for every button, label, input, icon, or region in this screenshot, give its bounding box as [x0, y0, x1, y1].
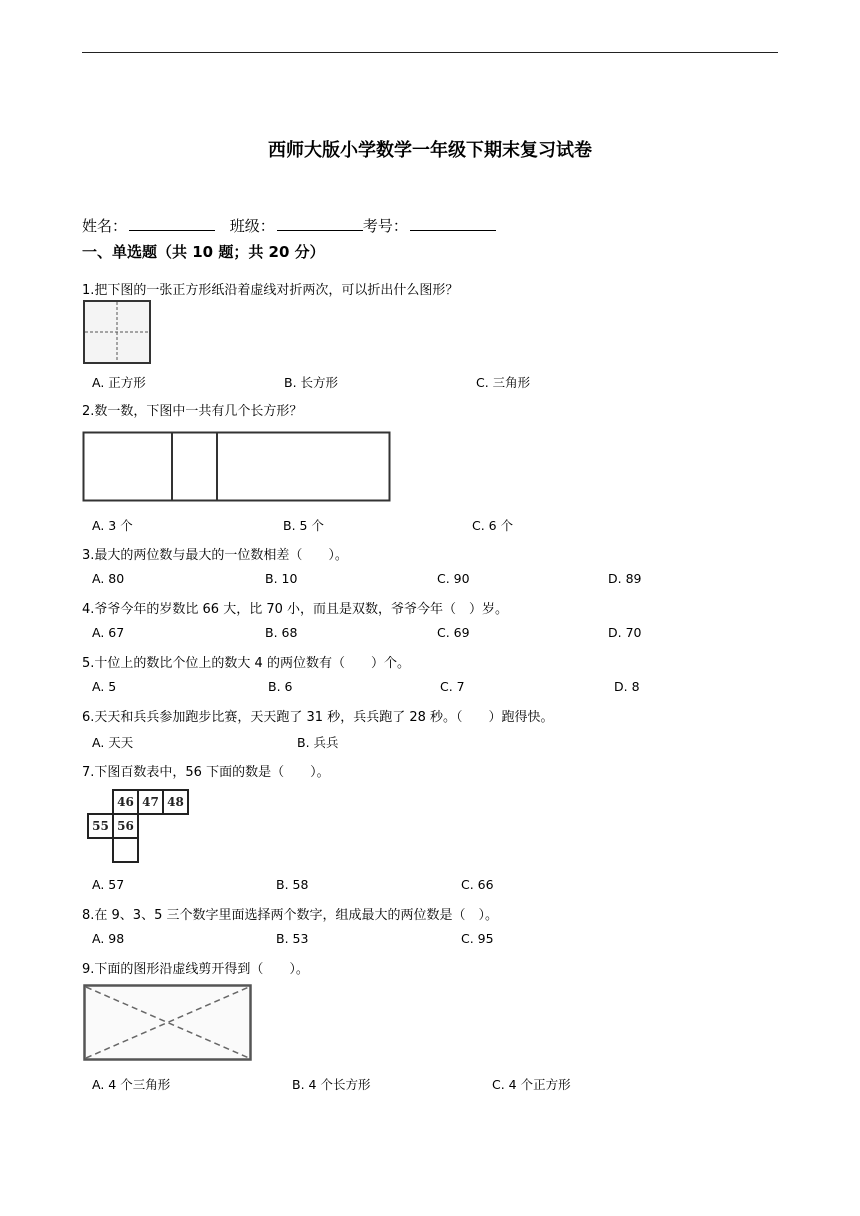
section-title: 一、单选题（共 10 题；共 20 分）	[82, 243, 325, 261]
option-a[interactable]: A. 4 个三角形	[92, 1077, 171, 1092]
option-b[interactable]: B. 6	[268, 679, 293, 694]
option-d[interactable]: D. 89	[608, 571, 642, 586]
grid-cell-48: 48	[167, 795, 184, 809]
option-b[interactable]: B. 68	[265, 625, 298, 640]
option-c[interactable]: C. 66	[461, 877, 494, 892]
page-title: 西师大版小学数学一年级下期末复习试卷	[268, 140, 592, 161]
option-b[interactable]: B. 53	[276, 931, 309, 946]
grid-cell-47: 47	[142, 795, 159, 809]
id-label: 考号：	[362, 217, 408, 235]
header-rule	[82, 52, 778, 53]
option-d[interactable]: D. 8	[614, 679, 640, 694]
rectangle-diagonals-figure	[83, 984, 253, 1062]
option-a[interactable]: A. 天天	[92, 735, 134, 750]
option-a[interactable]: A. 正方形	[92, 375, 146, 390]
option-c[interactable]: C. 7	[440, 679, 465, 694]
question-stem: 6.天天和兵兵参加跑步比赛，天天跑了 31 秒，兵兵跑了 28 秒。（ ）跑得快。	[82, 710, 554, 725]
option-c[interactable]: C. 三角形	[476, 375, 531, 390]
option-a[interactable]: A. 80	[92, 571, 125, 586]
option-b[interactable]: B. 长方形	[284, 375, 339, 390]
option-c[interactable]: C. 4 个正方形	[492, 1077, 571, 1092]
grid-cell-46: 46	[117, 795, 134, 809]
option-a[interactable]: A. 3 个	[92, 518, 133, 533]
question-stem: 2.数一数，下图中一共有几个长方形？	[82, 404, 303, 419]
name-blank[interactable]	[129, 216, 215, 231]
option-b[interactable]: B. 兵兵	[297, 735, 339, 750]
question-stem: 1.把下图的一张正方形纸沿着虚线对折两次，可以折出什么图形？	[82, 283, 459, 298]
option-d[interactable]: D. 70	[608, 625, 642, 640]
option-c[interactable]: C. 69	[437, 625, 470, 640]
option-c[interactable]: C. 90	[437, 571, 470, 586]
name-label: 姓名：	[82, 217, 128, 235]
question-stem: 4.爷爷今年的岁数比 66 大，比 70 小，而且是双数，爷爷今年（ ）岁。	[82, 602, 509, 617]
option-c[interactable]: C. 6 个	[472, 518, 514, 533]
question-stem: 7.下图百数表中，56 下面的数是（ ）。	[82, 765, 330, 780]
folded-square-figure	[83, 300, 151, 364]
option-a[interactable]: A. 57	[92, 877, 125, 892]
question-stem: 5.十位上的数比个位上的数大 4 的两位数有（ ）个。	[82, 656, 410, 671]
hundred-chart-figure	[86, 788, 192, 866]
class-label: 班级：	[229, 217, 275, 235]
question-stem: 3.最大的两位数与最大的一位数相差（ ）。	[82, 548, 348, 563]
rectangles-figure	[82, 431, 392, 503]
student-info-line	[82, 215, 506, 236]
option-b[interactable]: B. 4 个长方形	[292, 1077, 371, 1092]
question-stem: 9.下面的图形沿虚线剪开得到（ ）。	[82, 962, 309, 977]
question-stem: 8.在 9、3、5 三个数字里面选择两个数字，组成最大的两位数是（ ）。	[82, 908, 498, 923]
option-a[interactable]: A. 98	[92, 931, 125, 946]
option-b[interactable]: B. 5 个	[283, 518, 324, 533]
grid-cell-56: 56	[117, 819, 134, 833]
grid-cell-55: 55	[92, 819, 109, 833]
id-blank[interactable]	[410, 216, 496, 231]
option-a[interactable]: A. 5	[92, 679, 117, 694]
option-c[interactable]: C. 95	[461, 931, 494, 946]
class-blank[interactable]	[277, 216, 363, 231]
option-a[interactable]: A. 67	[92, 625, 125, 640]
option-b[interactable]: B. 58	[276, 877, 309, 892]
option-b[interactable]: B. 10	[265, 571, 298, 586]
